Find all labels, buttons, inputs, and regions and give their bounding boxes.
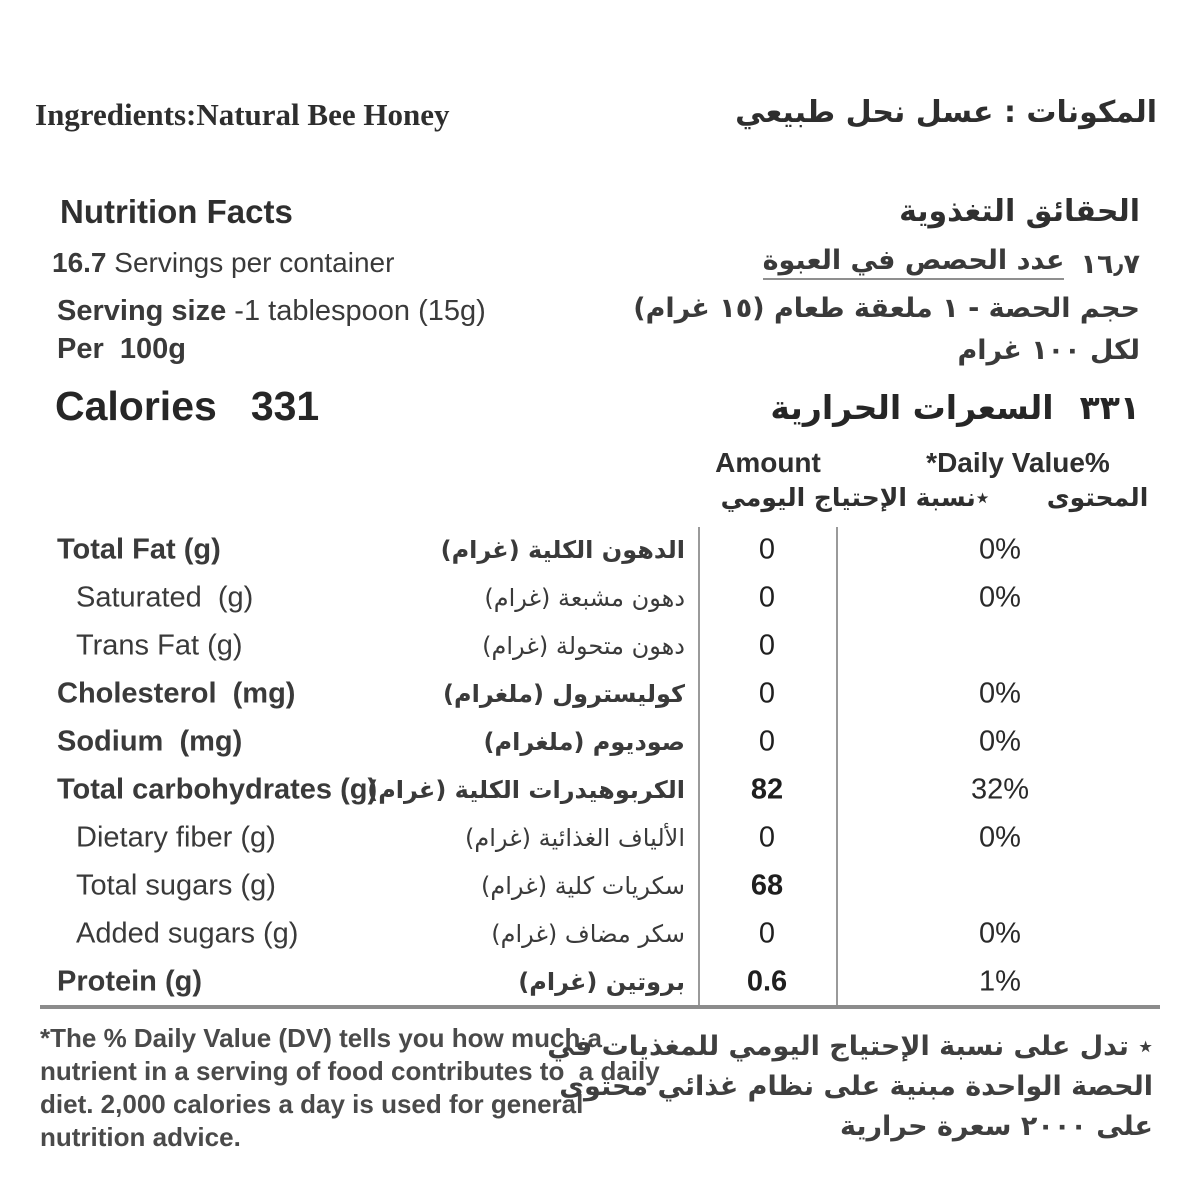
nutrient-amount: 0 (758, 677, 776, 710)
per-100g-ar: لكل ١٠٠ غرام (957, 335, 1140, 366)
calories-row-en (55, 383, 319, 430)
servings-count-en: 16.7 (52, 247, 107, 278)
footnote-line-ar: على ٢٠٠٠ سعرة حرارية (839, 1111, 1153, 1142)
footnote-line-en: nutrient in a serving of food contributes to a daily (40, 1056, 660, 1086)
nutrient-label-en: Trans Fat (g) (76, 629, 243, 662)
serving-size-ar: حجم الحصة - ١ ملعقة طعام (١٥ غرام) (633, 293, 1140, 324)
footnote-line-en: *The % Daily Value (DV) tells you how much a (40, 1023, 603, 1053)
nutrient-amount: 82 (750, 773, 784, 806)
nutrient-label-en: Total Fat (g) (57, 533, 221, 566)
column-header-daily-value-ar: ٭نسبة الإحتياج اليومي (720, 483, 990, 512)
calories-row-ar (770, 388, 1140, 427)
nutrient-amount: 0 (758, 821, 776, 854)
serving-size-value-en: -1 tablespoon (15g) (226, 295, 486, 327)
calories-label-en: Calories (55, 383, 217, 429)
nutrient-label-ar: سكر مضاف (غرام) (491, 920, 685, 948)
nutrient-amount: 68 (750, 869, 784, 902)
column-header-daily-value-en: *Daily Value% (926, 447, 1110, 478)
nutrient-row (0, 526, 1200, 574)
nutrient-daily-value: 0% (979, 581, 1021, 614)
footnote-line-ar: الحصة الواحدة مبنية على نظام غذائي محتوي (559, 1071, 1153, 1102)
nutrients-table (0, 526, 1200, 1006)
nutrient-amount: 0 (758, 725, 776, 758)
nutrient-daily-value: 0% (979, 821, 1021, 854)
nutrient-amount: 0 (758, 533, 776, 566)
nutrient-label-en: Sodium (mg) (57, 725, 243, 758)
nutrient-amount: 0 (758, 917, 776, 950)
servings-count-ar: ١٦٫٧ (1080, 249, 1140, 280)
nutrient-row (0, 718, 1200, 766)
nutrient-row (0, 574, 1200, 622)
nutrient-label-ar: سكريات كلية (غرام) (481, 872, 685, 900)
nutrient-label-en: Protein (g) (57, 965, 202, 998)
nutrient-row (0, 862, 1200, 910)
nutrient-label-en: Total carbohydrates (g) (57, 773, 378, 806)
footnote-line-ar: ٭ تدل على نسبة الإحتياج اليومي للمغذيات في (547, 1031, 1153, 1062)
nutrition-facts-title-en: Nutrition Facts (60, 193, 293, 230)
nutrient-label-en: Added sugars (g) (76, 917, 299, 950)
nutrient-label-en: Saturated (g) (76, 581, 254, 614)
ingredients-text-ar: المكونات : عسل نحل طبيعي (735, 95, 1157, 130)
nutrient-label-ar: الألياف الغذائية (غرام) (464, 824, 685, 852)
nutrient-label-en: Cholesterol (mg) (57, 677, 296, 710)
nutrient-row (0, 910, 1200, 958)
nutrient-amount: 0 (758, 581, 776, 614)
serving-size-en (57, 295, 486, 328)
nutrient-daily-value: 0% (979, 917, 1021, 950)
calories-value-en: 331 (250, 383, 320, 429)
nutrient-label-ar: بروتين (غرام) (518, 968, 685, 996)
nutrient-amount: 0.6 (746, 965, 788, 998)
nutrient-daily-value: 32% (970, 773, 1030, 806)
footnote-line-en: diet. 2,000 calories a day is used for general (40, 1089, 584, 1119)
nutrient-label-ar: الدهون الكلية (غرام) (440, 536, 685, 564)
nutrient-row (0, 814, 1200, 862)
nutrient-row (0, 766, 1200, 814)
per-100g-en: Per 100g (57, 333, 186, 365)
servings-label-en: Servings per container (106, 247, 395, 278)
nutrient-label-ar: كوليسترول (ملغرام) (443, 680, 685, 708)
nutrient-label-en: Total sugars (g) (76, 869, 276, 902)
servings-label-ar: عدد الحصص في العبوة (763, 245, 1065, 280)
nutrition-facts-title-ar: الحقائق التغذوية (899, 194, 1140, 229)
nutrient-label-ar: دهون متحولة (غرام) (482, 632, 685, 660)
nutrient-label-ar: الكربوهيدرات الكلية (غرام) (367, 776, 685, 804)
nutrient-daily-value: 1% (979, 965, 1021, 998)
nutrient-label-ar: صوديوم (ملغرام) (483, 728, 685, 756)
nutrient-row (0, 958, 1200, 1006)
column-header-amount-en: Amount (715, 447, 821, 478)
nutrient-row (0, 670, 1200, 718)
daily-value-footnote-ar (547, 1027, 1153, 1147)
nutrient-daily-value: 0% (979, 677, 1021, 710)
servings-per-container-ar (763, 245, 1140, 280)
nutrient-daily-value: 0% (979, 533, 1021, 566)
ingredients-text-en: Ingredients:Natural Bee Honey (35, 97, 450, 132)
nutrient-row (0, 622, 1200, 670)
calories-label-ar: السعرات الحرارية (770, 388, 1054, 427)
nutrient-label-en: Dietary fiber (g) (76, 821, 276, 854)
nutrient-label-ar: دهون مشبعة (غرام) (484, 584, 685, 612)
serving-size-label-en: Serving size (57, 295, 227, 327)
nutrient-amount: 0 (758, 629, 776, 662)
footnote-line-en: nutrition advice. (40, 1122, 241, 1152)
nutrient-daily-value: 0% (979, 725, 1021, 758)
servings-per-container-en (52, 247, 394, 279)
calories-value-ar: ٣٣١ (1079, 388, 1140, 427)
column-header-amount-ar: المحتوى (1046, 483, 1149, 512)
